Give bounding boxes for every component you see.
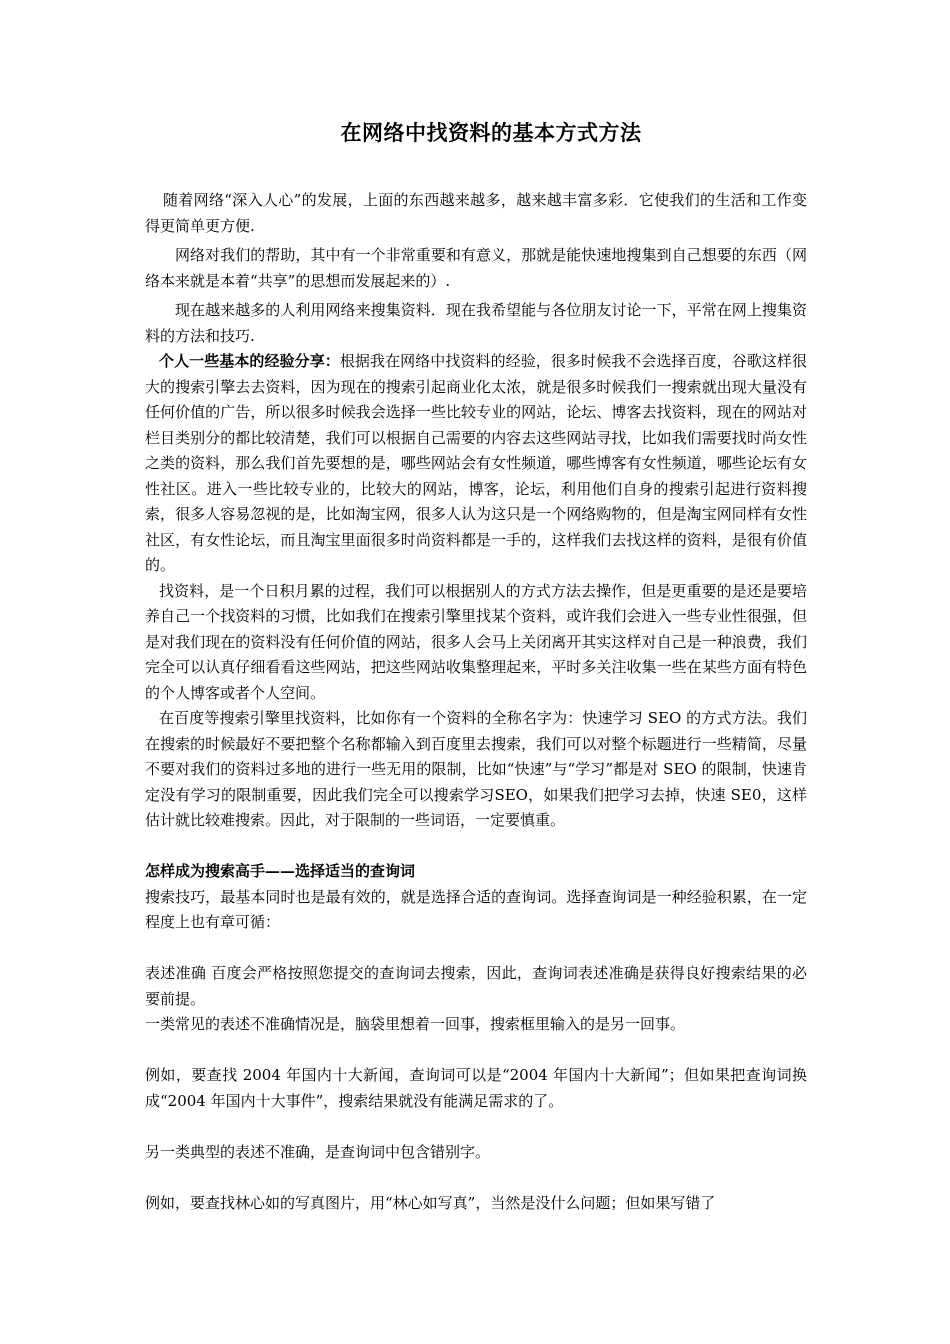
paragraph-experience bbox=[145, 349, 807, 579]
spacer bbox=[145, 834, 807, 860]
paragraph-typo: 另一类典型的表述不准确，是查询词中包含错别字。 bbox=[145, 1142, 491, 1161]
document-title: 在网络中找资料的基本方式方法 bbox=[340, 120, 642, 145]
experience-lead: 个人一些基本的经验分享： bbox=[159, 352, 340, 370]
document-page bbox=[145, 118, 807, 1216]
spacer bbox=[145, 1114, 807, 1140]
spacer bbox=[145, 936, 807, 962]
paragraph-intro: 随着网络“深入人心”的发展，上面的东西越来越多，越来越丰富多彩．它使我们的生活和工作变得更简单更方便. bbox=[145, 191, 807, 235]
paragraph-trend: 现在越来越多的人利用网络来搜集资料．现在我希望能与各位朋友讨论一下，平常在网上搜集资料的方法和技巧. bbox=[145, 301, 807, 345]
spacer bbox=[145, 1165, 807, 1191]
paragraph-accurate: 表述准确 百度会严格按照您提交的查询词去搜索，因此，查询词表述准确是获得良好搜索结果的必要前提。 bbox=[145, 964, 807, 1008]
paragraph-help: 网络对我们的帮助，其中有一个非常重要和有意义，那就是能快速地搜集到自己想要的东西（网络本来就是本着“共享”的思想而发展起来的）. bbox=[145, 246, 807, 290]
paragraph-habit: 找资料，是一个日积月累的过程，我们可以根据别人的方式方法去操作，但是更重要的是还是要培养自己一个找资料的习惯，比如我们在搜索引擎里找某个资料，或许我们会进入一些专业性很强，但是对我们现在的资料没有任何价值的网站，很多人会马上关闭离开其实这样对自己是一种浪费，我们完全可以认真仔细看看这些网站，把这些网站收集整理起来，平时多关注收集一些在某些方面有特色的个人博客或者个人空间。 bbox=[145, 581, 807, 702]
paragraph-example-news: 例如，要查找 2004 年国内十大新闻，查询词可以是“2004 年国内十大新闻”；但如果把查询词换成“2004 年国内十大事件”，搜索结果就没有能满足需求的了。 bbox=[145, 1066, 807, 1110]
paragraph-query-tips: 搜索技巧，最基本同时也是最有效的，就是选择合适的查询词。选择查询词是一种经验积累，在一定程度上也有章可循： bbox=[145, 887, 807, 931]
experience-body: 根据我在网络中找资料的经验，很多时候我不会选择百度，谷歌这样很大的搜索引擎去去资料，因为现在的搜索引起商业化太浓，就是很多时候我们一搜索就出现大量没有任何价值的广告，所以很多时候我会选择一些比较专业的网站，论坛、博客去找资料，现在的网站对栏目类别分的都比较清楚，我们可以根据自己需要的内容去这些网站寻找，比如我们需要找时尚女性之类的资料，那么我们首先要想的是，哪些网站会有女性频道，哪些博客有女性频道，哪些论坛有女性社区。进入一些比较专业的，比较大的网站，博客，论坛，利用他们自身的搜索引起进行资料搜索，很多人容易忽视的是，比如淘宝网，很多人认为这只是一个网络购物的，但是淘宝网同样有女性社区，有女性论坛，而且淘宝里面很多时尚资料都是一手的，这样我们去找这样的资料，是很有价值的。 bbox=[145, 352, 807, 574]
section-heading: 怎样成为搜索高手——选择适当的查询词 bbox=[145, 862, 416, 880]
paragraph-common-error: 一类常见的表述不准确情况是，脑袋里想着一回事，搜索框里输入的是另一回事。 bbox=[145, 1015, 686, 1033]
paragraph-baidu: 在百度等搜索引擎里找资料，比如你有一个资料的全称名字为：快速学习 SEO 的方式方法。我们在搜索的时候最好不要把整个名称都输入到百度里去搜索，我们可以对整个标题进行一些精简，尽量不要对我们的资料过多地的进行一些无用的限制，比如“快速”与“学习”都是对 SEO 的限制，快速肯定没有学习的限制重要，因此我们完全可以搜索学习SEO，如果我们把学习去掉，快速 SE0，这样估计就比较难搜索。因此，对于限制的一些词语，一定要慎重。 bbox=[145, 709, 807, 829]
paragraph-example-photo: 例如，要查找林心如的写真图片，用“林心如写真”，当然是没什么问题；但如果写错了 bbox=[145, 1193, 716, 1212]
spacer bbox=[145, 1038, 807, 1064]
